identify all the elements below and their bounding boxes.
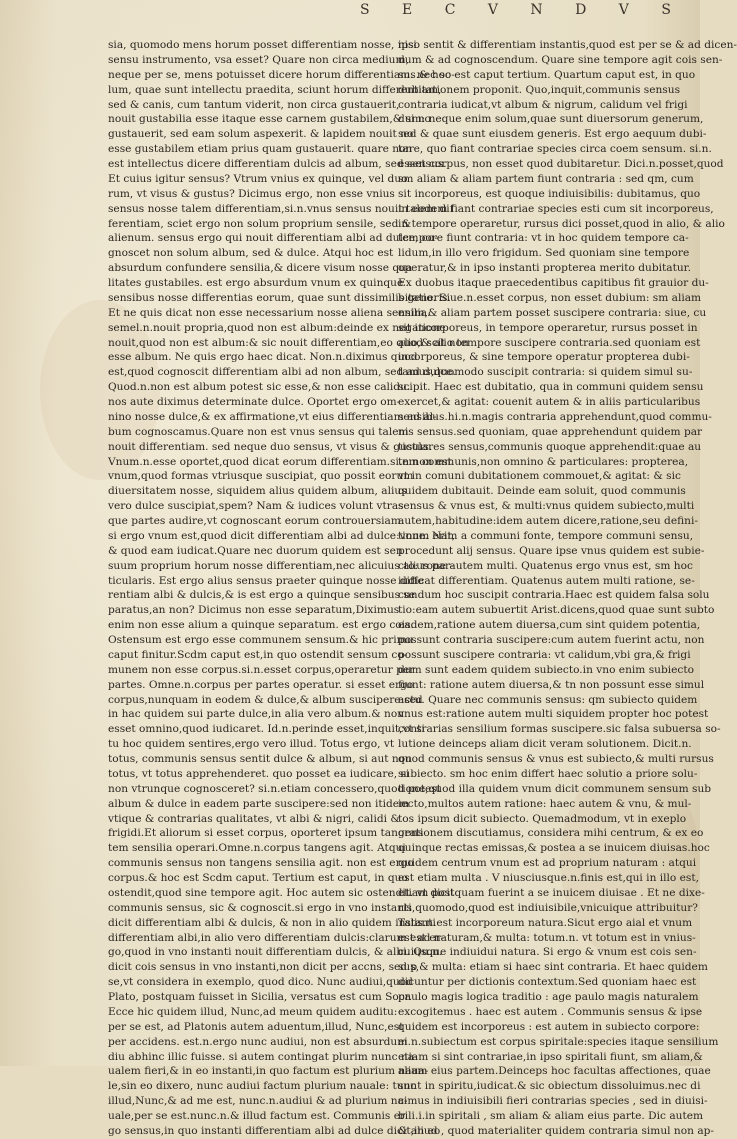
text-line: totus, communis sensus sentit dulce & album, si aut non <box>108 753 412 765</box>
text-line: nos aute diximus determinate dulce. Oportet ergo om- <box>108 396 401 408</box>
text-line: Quod.n.non est album potest sic esse,& non esse calidu. <box>108 381 411 394</box>
text-line: caput finitur.Scdm caput est,in quo ostendit sensum co- <box>108 648 408 661</box>
text-line: cto: rone autem multi. Quatenus ergo vnus est, sm hoc <box>398 559 693 572</box>
text-line: vtique & contrarias qualitates, vt albi & nigri, calidi & <box>108 812 400 825</box>
text-line: sit incorporeus, est quoque indiuisibilis: dubitamus, quo <box>398 187 701 200</box>
text-line: est ad naturam,& multa: totum.n. vt totum est in vnius- <box>398 931 696 944</box>
text-line: enim non esse alium a quinque separatum. est ergo cois. <box>108 619 414 632</box>
text-line: vnus est:ratione autem multi siquidem propter hoc potest <box>398 708 709 721</box>
text-line: tione. Nam a communi fonte, tempore communi sensu, <box>398 529 694 542</box>
text-line: ei.n.subiectum est corpus spiritale:species itaque sensilium <box>398 1035 719 1048</box>
text-line: totus, vt totus apprehenderet. quo posset ea iudicare, si <box>108 767 410 780</box>
text-line: nouit,quod non est album:& sic nouit differentiam,eo quod scit non <box>108 336 469 349</box>
text-line: communis sensus non tangens sensilia agit. non est ergo <box>108 857 414 870</box>
text-line: autem,habitudine:idem autem dicere,ratione,seu defini- <box>398 515 698 527</box>
text-line: contraria iudicat,vt album & nigrum, calidum vel frigi <box>398 98 688 111</box>
text-line: sensu instrumento, vsa esset? Quare non circa medium, <box>108 53 409 66</box>
text-line: tio:eam autem subuertit Arist.dicens,quod quae sunt subto <box>398 604 715 617</box>
text-line: bili.i.in spiritali , sm aliam & aliam eius parte. Dic autem <box>398 1110 704 1122</box>
text-line: Ecce hic quidem illud, Nunc,ad meum quidem auditu: <box>108 1005 398 1018</box>
text-line: est intellectus dicere differentiam dulcis ad album, sed sensus. <box>108 158 447 170</box>
text-line: tempore fiunt contraria: vt in hoc quidem tempore ca- <box>398 232 689 245</box>
text-line: nouit gustabilia esse itaque esse carnem gustabilem,& si no <box>108 113 431 126</box>
text-line: lidum,in illo vero frigidum. Sed quoniam sine tempore <box>398 247 690 260</box>
text-line: neque per se, mens potuisset dicere horum differentiam. nec so- <box>108 68 455 81</box>
text-line: differentiam albi,in alio vero differentiam dulcis:clarum est er- <box>108 931 445 944</box>
text-line: in eodem fiant contrariae species esti cum sit incorporeus, <box>398 202 714 215</box>
text-line: Ex duobus itaque praecedentibus capitibus fit grauior du- <box>398 277 709 289</box>
text-line: operatur,& in ipso instanti propterea merito dubitatur. <box>398 262 691 275</box>
right-text-column <box>398 38 737 1137</box>
text-line: rum, vt visus & gustus? Dicimus ergo, non esse vnius <box>108 187 395 200</box>
text-line: dum: neque enim solum,quae sunt diuersorum generum, <box>398 113 704 126</box>
text-line: esset corpus, non esset quod dubitaretur. Dici.n.posset,quod <box>398 158 724 170</box>
text-line: communis sensus, sic & cognoscit.si ergo in vno instanti <box>108 901 412 914</box>
text-line: quod communis sensus & vnus est subiecto,& multi rursus <box>398 753 714 765</box>
text-line: bitatio. Siue.n.esset corpus, non esset dubium: sm aliam <box>398 291 702 304</box>
text-line: vnum,quod formas vtriusque suscipiat, quo possit eorum <box>108 470 414 483</box>
text-line: orationem discutiamus, considera mihi centrum, & ex eo <box>398 827 704 840</box>
text-line: sed & quae sunt eiusdem generis. Est ergo aequum dubi- <box>398 128 707 141</box>
text-line: non vtrunque cognosceret? si.n.etiam concessero,quod potest <box>108 782 441 795</box>
text-line: tem sensilia operari.Omne.n.corpus tangens agit. Atqui <box>108 842 406 855</box>
text-line: ticulares sensus,communis quoque apprehendit:quae au <box>398 440 702 453</box>
text-line: sensibus nosse differentias eorum, quae sunt dissimilis generis. <box>108 291 451 304</box>
text-line: dicuntur per dictionis contextum.Sed quoniam haec est <box>398 976 697 989</box>
running-head: S E C V N D V S <box>360 2 685 18</box>
text-line: & aliud , quod materialiter quidem contraria simul non ap- <box>398 1124 714 1137</box>
text-line: rentiam albi & dulcis,& is est ergo a quinque sensibus se <box>108 589 416 602</box>
text-line: tare, quo fiant contrariae species circa coem sensum. si.n. <box>398 143 712 156</box>
text-line: possunt suscipere contraria: vt calidum,vbi gra,& frigi <box>398 648 691 661</box>
text-line: est etiam multa . V niusciusque.n.finis est,qui in illo est, <box>398 872 699 884</box>
text-line: ticularis. Est ergo alius sensus praeter quinque nosse diffe <box>108 574 424 587</box>
text-line: gustauerit, sed eam solum aspexerit. & lapidem nouit no <box>108 128 414 141</box>
text-line: dicit differentiam albi & dulcis, & non in alio quidem instanti <box>108 916 436 929</box>
text-line: incorporeus, & sine tempore operatur propterea dubi- <box>398 351 690 364</box>
text-line: dicit cois sensus in vno instanti,non dicit per accns, sed p <box>108 961 418 974</box>
text-line: frigidi.Et aliorum si esset corpus, oporteret ipsum tangens <box>108 827 424 840</box>
text-line: uale,per se est.nunc.n.& illud factum est. Communis er <box>108 1110 406 1122</box>
text-line: etiam postquam fuerint a se inuicem diuisae . Et ne dixe- <box>398 886 705 899</box>
text-line: illud,Nunc,& ad me est, nunc.n.audiui & ad plurium na- <box>108 1095 408 1108</box>
text-line: enim,& aliam partem posset suscipere contraria: siue, cu <box>398 306 707 319</box>
text-line: lutione deinceps aliam dicit veram solutionem. Dicit.n. <box>398 738 692 751</box>
text-line: suum proprium horum nosse differentiam,nec alicuius alius par- <box>108 559 454 572</box>
text-line: quidem dubitauit. Deinde eam soluit, quod communis <box>398 485 686 498</box>
text-line: quidem est incorporeus : est autem in subiecto corpore: <box>398 1020 700 1033</box>
text-line: paulo magis logica traditio : age paulo magis naturalem <box>398 991 699 1003</box>
text-line: nino nosse dulce,& ex affirmatione,vt eius differentiam ad al- <box>108 410 437 423</box>
text-line: cundum hoc suscipit contraria.Haec est quidem falsa solu <box>398 589 710 602</box>
text-line: dum & ad cognoscendum. Quare sine tempore agit cois sen- <box>398 53 723 66</box>
text-line: fiunt: ratione autem diuersa,& tn non possunt esse simul <box>398 678 705 691</box>
text-line: per accidens. est.n.ergo nunc audiui, non est absurdum <box>108 1035 408 1048</box>
text-line: ipso sentit & differentiam instantis,quod est per se & ad dicen- <box>398 39 737 51</box>
text-line: scipit. Haec est dubitatio, qua in communi quidem sensu <box>398 381 704 394</box>
text-line: Ostensum est ergo esse communem sensum.& hic primu <box>108 634 414 646</box>
text-line: go sensus,in quo instanti differentiam albi ad dulce dicit,in eo <box>108 1124 441 1137</box>
text-line: tamus,quomodo suscipit contraria: si quidem simul su- <box>398 366 693 379</box>
text-line: bum cognoscamus.Quare non est vnus sensus qui talem <box>108 425 409 438</box>
text-line: procedunt alij sensus. Quare ipse vnus quidem est subie- <box>398 544 705 557</box>
text-line: contrarias sensilium formas suscipere.sic falsa subuersa so- <box>398 723 721 736</box>
text-line: iudicat differentiam. Quatenus autem multi ratione, se- <box>398 574 695 587</box>
text-line: excogitemus . haec est autem . Communis sensus & ipse <box>398 1005 703 1018</box>
text-line: ris,quomodo,quod est indiuisibile,vnicuique attribuitur? <box>398 901 698 914</box>
text-line: lum, quae sunt intellectu praedita, sciunt horum differentiam, <box>108 83 442 96</box>
text-line: & quod eam iudicat.Quare nec duorum quidem est sen <box>108 544 403 557</box>
text-line: ostendit,quod sine tempore agit. Hoc autem sic ostendit. vt dicit <box>108 886 455 899</box>
text-line: gnoscet non solum album, sed & dulce. Atqui hoc est <box>108 247 394 260</box>
text-line: diu abhinc illic fuisse. si autem contingat plurim nunc na- <box>108 1050 418 1063</box>
text-line: esse album. Ne quis ergo haec dicat. Non.n.diximus quod <box>108 351 418 364</box>
text-line: le,sin eo dixero, nunc audiui factum plurium nauale: tunc <box>108 1080 417 1093</box>
text-line: tem communis,non omnino & particulares: propterea, <box>398 455 689 468</box>
text-line: quidem centrum vnum est ad proprium naturam : atqui <box>398 857 697 870</box>
text-line: cimus in indiuisibili fieri contrarias species , sed in diuisi- <box>398 1095 708 1108</box>
text-line: corpus.& hoc est Scdm caput. Tertium est caput, in quo <box>108 872 408 884</box>
text-line: nis sensus.sed quoniam, quae apprehendunt quidem par <box>398 425 703 438</box>
text-line: in tempore operaretur, rursus dici posset,quod in alio, & alio <box>398 217 725 230</box>
text-line: nouit differentiam. sed neque duo sensus, vt visus & gustus. <box>108 440 433 453</box>
text-line: vt in comuni dubitationem commouet,& agitat: & sic <box>398 470 681 483</box>
text-line: sus,& multa: etiam si haec sint contraria. Et haec quidem <box>398 961 708 974</box>
text-line: iecto,multos autem ratione: haec autem & vnu, & mul- <box>398 797 692 810</box>
text-line: sensus & vnus est, & multi:vnus quidem subiecto,multi <box>398 500 695 513</box>
text-line: corpus,nunquam in eodem & dulce,& album suscipere:sed <box>108 693 423 706</box>
text-line: Vnum.n.esse oportet,quod dicat eorum differentiam.si.n.non est <box>108 455 452 468</box>
text-line: semel.n.nouit propria,quod non est album:deinde ex negatione <box>108 321 446 334</box>
text-line: actu. Quare nec communis sensus: qm subiecto quidem <box>398 693 698 706</box>
text-line: esse gustabilem etiam prius quam gustauerit. quare non <box>108 143 413 156</box>
text-line: absurdum confundere sensilia,& dicere visum nosse qua <box>108 262 413 275</box>
text-line: diuersitatem nosse, siquidem alius quidem album, alius <box>108 485 407 498</box>
text-line: esset omnino,quod iudicaret. Id.n.perinde esset,inquit,vt si <box>108 723 425 736</box>
text-line: tu hoc quidem sentires,ergo vero illud. Totus ergo, vt <box>108 738 395 751</box>
text-line: sensibus.hi.n.magis contraria apprehendunt,quod commu- <box>398 410 712 423</box>
text-line: vero dulce suscipiat,spem? Nam & iudices volunt vtras <box>108 500 404 513</box>
text-line: album & dulce in eadem parte suscipere:sed non itidem <box>108 797 410 810</box>
text-line: exercet,& agitat: couenit autem & in aliis particularibus <box>398 396 701 408</box>
text-line: per se est, ad Platonis autem aduentum,illud, Nunc,est <box>108 1020 404 1033</box>
text-line: Et cuius igitur sensus? Vtrum vnius ex quinque, vel duo <box>108 172 408 185</box>
text-line: partes. Omne.n.corpus per partes operatur. si esset ergo <box>108 678 414 691</box>
text-line: possunt contraria suscipere:cum autem fuerint actu, non <box>398 634 705 646</box>
text-line: est,quod cognoscit differentiam albi ad non album, sed ad dulce. <box>108 366 456 379</box>
text-line: aliam eius partem.Deinceps hoc facultas affectiones, quae <box>398 1065 711 1078</box>
text-line: in hac quidem sui parte dulce,in alia vero album.& non <box>108 708 405 721</box>
text-line: si ergo vnum est,quod dicit differentiam albi ad dulce:vnum erit, <box>108 529 456 542</box>
text-line: sit incorporeus, in tempore operaretur, rursus posset in <box>398 321 698 334</box>
text-line: sia, quomodo mens horum posset differentiam nosse, nisi <box>108 39 417 51</box>
text-line: alio,& alio tempore suscipere contraria.sed quoniam est <box>398 336 701 349</box>
text-line: se,vt considera in exemplo, quod dico. Nunc audiui,quod <box>108 976 413 989</box>
text-line: Plato, postquam fuisset in Sicilia, versatus est cum Socr. <box>108 991 412 1003</box>
text-line: munem non esse corpus.si.n.esset corpus,operaretur per <box>108 663 415 676</box>
text-line: tione,quod illa quidem vnum dicit communem sensum sub <box>398 782 712 795</box>
text-line: que partes audire,vt cognoscant eorum controuersiam. <box>108 515 405 527</box>
text-line: ualem fieri,& in eo instanti,in quo factum est plurium naua- <box>108 1065 429 1078</box>
text-line: dum sunt eadem quidem subiecto.in vno enim subiecto <box>398 663 694 676</box>
text-line: eadem,ratione autem diuersa,cum sint quidem potentia, <box>398 619 701 632</box>
text-line: alienum. sensus ergo qui nouit differentiam albi ad dulce, co- <box>108 232 438 245</box>
text-line: quinque rectas emissas,& postea a se inuicem diuisas.hoc <box>398 842 710 855</box>
text-line: paratus,an non? Dicimus non esse separatum,Diximus <box>108 604 400 617</box>
text-line: sed & canis, cum tantum viderit, non circa gustauerit, <box>108 98 400 111</box>
text-line: sensus nosse talem differentiam,si.n.vnus sensus nouit talem dif <box>108 202 454 215</box>
text-line: etiam si sint contrariae,in ipso spiritali fiunt, sm aliam,& <box>398 1050 703 1063</box>
text-line: sm aliam & aliam partem fiunt contraria : sed qm, cum <box>398 172 694 185</box>
text-line: sus.& hoc est caput tertium. Quartum caput est, in quo <box>398 68 696 81</box>
text-line: go,quod in vno instanti nouit differentiam dulcis, & albi. Qu.n. <box>108 946 443 959</box>
text-line: litates gustabiles. est ergo absurdum vnum ex quinque <box>108 277 404 289</box>
text-line: Talis.n.est incorporeum natura.Sicut ergo aial et vnum <box>398 916 693 929</box>
left-text-column <box>108 38 469 1137</box>
text-line: subiecto. sm hoc enim differt haec solutio a priore solu- <box>398 767 698 780</box>
text-line: Et ne quis dicat non esse necessarium nosse aliena sensilia. <box>108 306 431 319</box>
text-line: cuiusque indiuidui natura. Si ergo & vnum est cois sen- <box>398 946 697 959</box>
text-line: dubitationem proponit. Quo,inquit,communis sensus <box>398 83 681 96</box>
text-line: tos ipsum dicit subiecto. Quemadmodum, vt in exeplo <box>398 812 687 825</box>
text-line: ferentiam, sciet ergo non solum proprium sensile, sed & <box>108 217 412 230</box>
text-line: sunt in spiritu,iudicat.& sic obiectum dissoluimus.nec di <box>398 1080 701 1093</box>
